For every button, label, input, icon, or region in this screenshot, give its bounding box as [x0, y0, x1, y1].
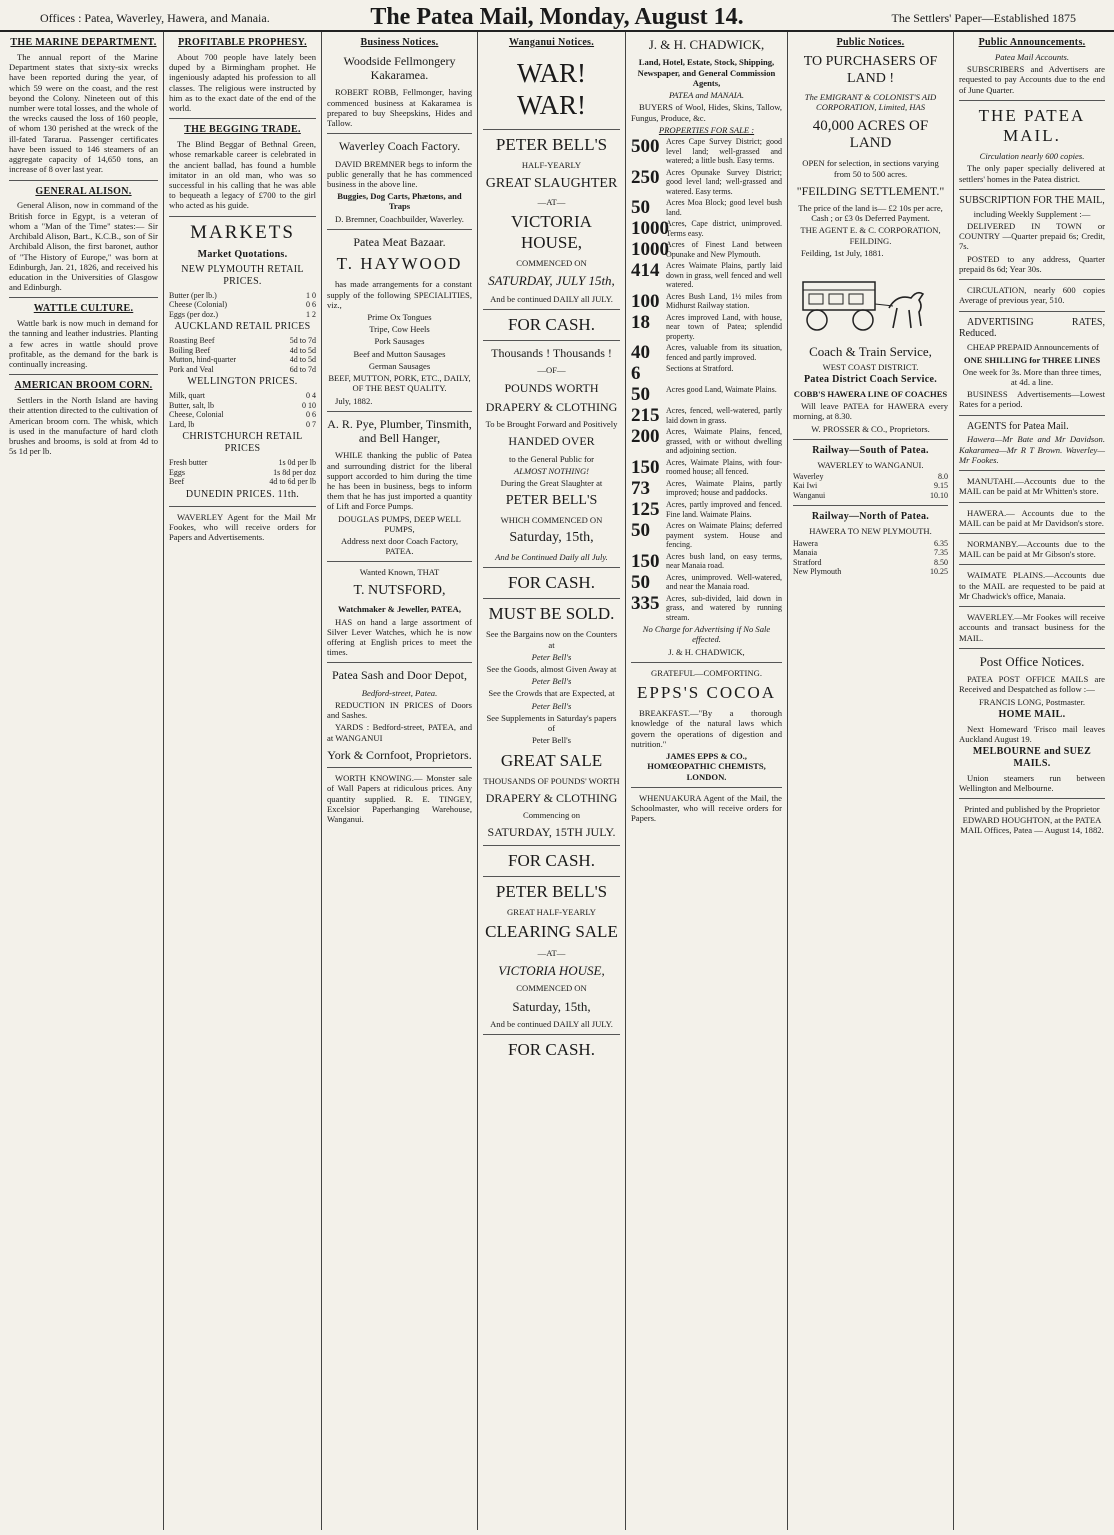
table-row: Eggs (per doz.) 1 2 — [169, 309, 316, 319]
coach-factory-text: DAVID BREMNER begs to inform the public generally that he has commenced business in the above line. — [327, 158, 472, 189]
agents-list: Hawera—Mr Bate and Mr Davidson. Kakaramea—Mr R T Brown. Waverley—Mr Fookes. — [959, 434, 1105, 465]
nutsford-name: T. NUTSFORD, — [353, 582, 446, 598]
brought-forward: To be Brought Forward and Positively — [485, 419, 618, 430]
divider — [483, 598, 620, 599]
circulation-figures: CIRCULATION, nearly 600 copies Average of previous year, 510. — [959, 285, 1105, 306]
list-item: 18 Acres improved Land, with house, near town of Patea; splendid property. — [631, 311, 782, 341]
properties-heading: PROPERTIES FOR SALE : — [658, 124, 755, 135]
railway-north-table — [793, 539, 948, 577]
list-item: 6 Sections at Stratford. — [631, 363, 734, 385]
divider — [959, 279, 1105, 280]
divider — [959, 311, 1105, 312]
divider — [9, 297, 158, 298]
purchasers-of-land: TO PURCHASERS OF LAND ! — [803, 53, 938, 86]
list-item: 40 Acres, valuable from its situation, fenced and partly improved. — [631, 342, 782, 364]
divider — [327, 411, 472, 412]
christchurch-prices-table — [169, 458, 316, 487]
thousands: Thousands ! Thousands ! — [491, 346, 612, 361]
list-item: 414 Acres Waimate Plains, partly laid down in grass, well fenced and well watered. — [631, 260, 782, 290]
commenced-on: COMMENCED ON — [516, 257, 587, 268]
peter-bell-name-3: PETER BELL'S — [495, 881, 608, 901]
meat-item: Tripe, Cow Heels — [369, 324, 430, 335]
see-goods: See the Goods, almost Given Away at — [486, 664, 617, 675]
peter-bells-1: Peter Bell's — [531, 651, 572, 662]
list-item: 200 Acres, Waimate Plains, fenced, grassed, with or without dwelling and adjoining section. — [631, 426, 782, 456]
wanganui-notices-heading: Wanganui Notices. — [508, 37, 595, 48]
column-1 — [4, 32, 164, 1530]
table-row: Cheese, Colonial 0 6 — [169, 410, 316, 420]
corporation-agent: THE AGENT E. & C. CORPORATION, FEILDING. — [800, 225, 941, 246]
suez-mail-text: Union steamers run between Wellington and Melbourne. — [959, 773, 1105, 794]
table-row: Roasting Beef 5d to 7d — [169, 336, 316, 346]
market-quotations: Market Quotations. — [197, 249, 288, 261]
mail-accounts-title: Patea Mail Accounts. — [994, 51, 1070, 62]
one-shilling: ONE SHILLING for THREE LINES — [963, 354, 1101, 365]
alison-text: General Alison, now in command of the British force in Egypt, is a veteran of whom a "Man of the Time" states:— Sir Archibald Alison, Bart., K.C.B., son of Sir Archibald Alison, the first baronet, author of "The History of Europe," was born at Edinburgh, Jan. 21, 1826, and received his education in the Universities of Glasgow and Edinburgh. — [9, 200, 158, 293]
list-item: 100 Acres Bush Land, 1½ miles from Midhurst Railway station. — [631, 290, 782, 312]
list-item: 50 Acres Moa Block; good level bush land. — [631, 197, 782, 219]
wellington-prices-table — [169, 391, 316, 429]
table-row: Mutton, hind-quarter 4d to 5d — [169, 355, 316, 365]
normanby-notice: NORMANBY.—Accounts due to the MAIL can be paid at Mr Gibson's store. — [959, 539, 1105, 560]
waverley-notice: WAVERLEY.—Mr Fookes will receive accounts and transact business for the MAIL. — [959, 612, 1105, 643]
table-row: New Plymouth 10.25 — [793, 567, 948, 577]
for-cash-3: FOR CASH. — [508, 850, 595, 870]
broom-heading: AMERICAN BROOM CORN. — [14, 380, 153, 392]
see-supplements: See Supplements in Saturday's papers of — [486, 712, 617, 734]
table-row: Boiling Beef 4d to 5d — [169, 345, 316, 355]
waverley-wanganui: WAVERLEY to WANGANUI. — [817, 459, 924, 470]
divider — [959, 415, 1105, 416]
table-row: Butter (per lb.) 1 0 — [169, 290, 316, 300]
new-plymouth-prices-table — [169, 291, 316, 320]
during-slaughter: During the Great Slaughter at — [500, 477, 603, 488]
column-5 — [626, 32, 788, 1530]
sash-depot-title: Patea Sash and Door Depot, — [332, 668, 467, 683]
prosser-signature: W. PROSSER & CO., Proprietors. — [811, 423, 930, 434]
great-sale: GREAT SALE — [500, 750, 603, 770]
for-cash-2: FOR CASH. — [508, 572, 595, 592]
cocoa-tagline: GRATEFUL—COMFORTING. — [651, 667, 762, 678]
new-plymouth-prices-heading: NEW PLYMOUTH RETAIL PRICES. — [181, 264, 304, 288]
sash-depot-yards: YARDS : Bedford-street, PATEA, and at WANGANUI — [327, 722, 472, 743]
sale-date: SATURDAY, JULY 15th, — [488, 273, 615, 289]
begging-text: The Blind Beggar of Bethnal Green, whose remarkable career is celebrated in the ancient ballad, has found a humble imitator in an old man, who was so successful in his calling that he was able to bequeath a legacy of £700 to the girl who acted as his guide. — [169, 139, 316, 211]
meat-item: Pork Sausages — [374, 336, 425, 347]
table-row: Beef 4d to 6d per lb — [169, 477, 316, 487]
circulation-note: Circulation nearly 600 copies. — [979, 151, 1085, 162]
column-2 — [164, 32, 322, 1530]
table-row: Milk, quart 0 4 — [169, 391, 316, 401]
table-row: Butter, salt, lb 0 10 — [169, 400, 316, 410]
nutsford-trade: Watchmaker & Jeweller, PATEA, — [337, 604, 462, 615]
waverley-agent-notice: WAVERLEY Agent for the Mail Mr Fookes, who will receive orders for Papers and Advertisements. — [169, 511, 316, 543]
subscription-heading: SUBSCRIPTION FOR THE MAIL, — [959, 194, 1105, 206]
week-rate: One week for 3s. More than three times, at 4d. a line. — [962, 366, 1102, 387]
auckland-prices-heading: AUCKLAND RETAIL PRICES — [174, 321, 311, 333]
list-item: 335 Acres, sub-divided, laid down in grass, and watered by running stream. — [631, 592, 782, 622]
list-item: 50 Acres, unimproved. Well-watered, and near the Manaia road. — [631, 571, 782, 593]
coach-factory-items: Buggies, Dog Carts, Phætons, and Traps — [337, 191, 462, 212]
chadwick-signature: J. & H. CHADWICK, — [668, 646, 745, 657]
column-4 — [478, 32, 626, 1530]
table-row: Wanganui 10.10 — [793, 490, 948, 500]
divider — [483, 309, 620, 310]
epps-cocoa-text: BREAKFAST.—"By a thorough knowledge of the natural laws which govern the operations of digestion and nutrition." — [631, 708, 782, 749]
home-mail-text: Next Homeward 'Frisco mail leaves Auckland August 19. — [959, 723, 1105, 744]
table-row: Kai Iwi 9.15 — [793, 481, 948, 491]
post-office-text: PATEA POST OFFICE MAILS are Received and Despatched as follow :— — [959, 674, 1105, 695]
divider — [483, 1034, 620, 1035]
list-item: 215 Acres, fenced, well-watered, partly laid down in grass. — [631, 405, 782, 427]
coach-illustration — [793, 264, 943, 336]
pye-pumps: DOUGLAS PUMPS, DEEP WELL PUMPS, — [338, 513, 461, 534]
list-item: 500 Acres Cape Survey District; good level land; well-grassed and watered; a little bush. Easy terms. — [631, 136, 782, 166]
business-adverts: BUSINESS Advertisements—Lowest Rates for a period. — [959, 389, 1105, 410]
coach-factory-signature: D. Bremner, Coachbuilder, Waverley. — [335, 213, 464, 224]
markets-heading: MARKETS — [190, 221, 295, 243]
land-price: The price of the land is— £2 10s per acre, Cash ; or £3 0s Deferred Payment. — [798, 203, 943, 224]
war-headline: WAR! WAR! — [517, 57, 586, 121]
victoria-house: VICTORIA HOUSE, — [511, 212, 592, 252]
meat-bazaar-date: July, 1882. — [335, 395, 373, 406]
divider — [959, 533, 1105, 534]
broom-text: Settlers in the North Island are having their attention directed to the cultivation of American broom corn. The whisk, which is used in the manufacture of hard cloth brushes and brooms, is sold at from 4d to 5s 1d per lb. — [9, 395, 158, 457]
half-yearly: HALF-YEARLY — [521, 160, 582, 171]
almost-nothing: ALMOST NOTHING! — [513, 465, 590, 476]
table-row: Eggs 1s 8d per doz — [169, 467, 316, 477]
saturday-15th-july: SATURDAY, 15TH JULY. — [487, 825, 616, 840]
manutahi-notice: MANUTAHI.—Accounts due to the MAIL can be paid at Mr Whitten's store. — [959, 476, 1105, 497]
list-item: 73 Acres, Waimate Plains, partly improved; house and paddocks. — [631, 477, 782, 499]
list-item: 1000 Acres, Cape district, unimproved. Terms easy. — [631, 218, 782, 240]
great-slaughter: GREAT SLAUGHTER — [485, 175, 618, 191]
business-notices-heading: Business Notices. — [360, 37, 439, 48]
column-6 — [788, 32, 954, 1530]
suez-mail-heading: MELBOURNE and SUEZ MAILS. — [972, 746, 1092, 770]
drapery-clothing-2: DRAPERY & CLOTHING — [485, 790, 618, 805]
divider — [169, 506, 316, 507]
whenuakura-agent: WHENUAKURA Agent of the Mail, the Schoolmaster, who will receive orders for Papers. — [631, 792, 782, 824]
divider — [169, 118, 316, 119]
cheap-prepaid: CHEAP PREPAID Announcements of — [967, 342, 1099, 353]
which-commenced: WHICH COMMENCED ON — [500, 514, 603, 525]
home-mail-heading: HOME MAIL. — [998, 708, 1066, 720]
sash-depot-sub: Bedford-street, Patea. — [361, 687, 438, 698]
divider — [327, 229, 472, 230]
wallpaper-notice: WORTH KNOWING.— Monster sale of Wall Papers at ridiculous prices. Any quantity supplied. R. E. TINGEY, Excelsior Paperhanging Warehouse, Wanganui. — [327, 773, 472, 824]
divider — [169, 216, 316, 217]
feilding-date: Feilding, 1st July, 1881. — [801, 247, 884, 258]
meat-bazaar-title: Patea Meat Bazaar. — [353, 234, 446, 249]
sash-depot-text: REDUCTION IN PRICES of Doors and Sashes. — [327, 699, 472, 721]
mail-accounts-text: SUBSCRIBERS and Advertisers are requested to pay Accounts due to the end of June Quarter. — [959, 64, 1105, 95]
agents-heading: AGENTS for Patea Mail. — [967, 420, 1069, 432]
thousands-of-pounds: THOUSANDS OF POUNDS' WORTH — [483, 775, 620, 786]
meat-item: Prime Ox Tongues — [367, 312, 432, 323]
open-for-selection: OPEN for selection, in sections varying from 50 to 500 acres. — [802, 158, 939, 179]
alison-heading: GENERAL ALISON. — [35, 185, 132, 197]
commenced-on-2: COMMENCED ON — [516, 983, 587, 994]
nutsford-wanted: Wanted Known, THAT — [359, 567, 440, 578]
meat-bazaar-text: has made arrangements for a constant supply of the following SPECIALITIES, viz., — [327, 279, 472, 310]
saturday-15th-2: Saturday, 15th, — [512, 998, 591, 1014]
general-public: to the General Public for — [509, 453, 594, 464]
divider — [9, 180, 158, 181]
public-notices-heading: Public Notices. — [836, 37, 905, 48]
table-row: Lard, lb 0 7 — [169, 419, 316, 429]
fellmongery-title: Woodside Fellmongery Kakaramea. — [343, 53, 456, 83]
victoria-house-2: VICTORIA HOUSE, — [498, 962, 605, 978]
divider — [327, 561, 472, 562]
emigrant-corporation: The EMIGRANT & COLONIST'S AID CORPORATION, Limited, HAS — [804, 92, 937, 113]
list-item: 250 Acres Opunake Survey District; good level land; well-grassed and watered. Easy terms. — [631, 166, 782, 196]
chadwick-firm: J. & H. CHADWICK, — [648, 37, 765, 52]
for-cash: FOR CASH. — [508, 314, 595, 334]
peter-bells-4: Peter Bell's — [531, 735, 572, 746]
hawera-new-plymouth: HAWERA TO NEW PLYMOUTH. — [809, 526, 932, 537]
table-row: Waverley 8.0 — [793, 471, 948, 481]
pye-text: WHILE thanking the public of Patea and surrounding district for the liberal support accorded to him during the time he has been in business, begs to inform them that he has just imported a quantity of Lift and Force Pumps. — [327, 450, 472, 512]
great-half-yearly: GREAT HALF-YEARLY — [507, 907, 596, 918]
hawera-notice: HAWERA.— Accounts due to the MAIL can be paid at Mr Davidson's store. — [959, 507, 1105, 528]
meat-bazaar-tail: BEEF, MUTTON, PORK, ETC., DAILY, OF THE BEST QUALITY. — [328, 373, 471, 394]
chadwick-places: PATEA and MANAIA. — [668, 90, 745, 101]
list-item: 125 Acres, partly improved and fenced. Fine land. Waimate Plains. — [631, 498, 782, 520]
fellmongery-text: ROBERT ROBB, Fellmonger, having commenced business at Kakaramea is prepared to buy Sheepskins, Hides and Tallow. — [327, 87, 472, 129]
divider — [959, 648, 1105, 649]
divider — [959, 100, 1105, 101]
imprint: Printed and published by the Proprietor EDWARD HOUGHTON, at the PATEA MAIL Offices, Patea — August 14, 1882. — [960, 804, 1104, 835]
postmaster-signature: FRANCIS LONG, Postmaster. — [979, 696, 1085, 707]
divider — [327, 133, 472, 134]
dunedin-prices-heading: DUNEDIN PRICES. 11th. — [185, 488, 300, 500]
sash-depot-signature: York & Cornfoot, Proprietors. — [327, 747, 472, 762]
feilding-settlement: "FEILDING SETTLEMENT." — [796, 183, 945, 198]
list-item: 50 Acres on Waimate Plains; deferred payment system. House and fencing. — [631, 520, 782, 550]
peter-bells-2: Peter Bell's — [531, 676, 572, 687]
cobb-hawera-line: COBB'S HAWERA LINE OF COACHES — [793, 388, 948, 399]
divider — [959, 564, 1105, 565]
marine-text: The annual report of the Marine Department states that sixty-six wrecks have been reported during the year, of which 59 were on the coast, and the rest beyond the Colony. Nineteen out of this number were total losses, and the whole of the wrecks caused the loss of 160 people, of whom 130 perished at the wreck of the ill-fated Tararua. Passenger certificates have been issued to 146 steamers of an aggregate capacity of 14,650 tons, an increase of 8 over last year. — [9, 51, 158, 175]
west-coast-district: WEST COAST DISTRICT. — [822, 361, 919, 372]
cobb-text: Will leave PATEA for HAWERA every morning, at 8.30. — [793, 401, 948, 422]
waimate-notice: WAIMATE PLAINS.—Accounts due to the MAIL are requested to be paid at Mr Chadwick's office, Manaia. — [959, 570, 1105, 601]
see-crowds: See the Crowds that are Expected, at — [488, 688, 615, 699]
list-item: 50 Acres good Land, Waimate Plains. — [631, 384, 777, 406]
table-row: Cheese (Colonial) 0 6 — [169, 300, 316, 310]
christchurch-prices-heading: CHRISTCHURCH RETAIL PRICES — [182, 431, 303, 455]
prophecy-text: About 700 people have lately been duped by a Birmingham prophet. He ingeniously adapted his profession to all classes. The religious were instructed by him as to the exact date of the end of the world. — [169, 51, 316, 113]
posted-rate: POSTED to any address, Quarter prepaid 8s 6d; Year 30s. — [959, 253, 1105, 274]
property-list — [631, 137, 782, 622]
table-row: Pork and Veal 6d to 7d — [169, 364, 316, 374]
list-item: 150 Acres, Waimate Plains, with four-roomed house; all fenced. — [631, 456, 782, 478]
saturday-15th: Saturday, 15th, — [509, 530, 594, 546]
divider — [631, 787, 782, 788]
circulation-text: The only paper specially delivered at settlers' homes in the Patea district. — [959, 163, 1105, 184]
newspaper-title: The Patea Mail, Monday, August 14. — [370, 4, 744, 30]
divider — [483, 129, 620, 130]
railway-south-table — [793, 472, 948, 501]
at-label-2: —AT— — [537, 947, 566, 958]
divider — [959, 798, 1105, 799]
epps-cocoa-title: EPPS'S COCOA — [636, 683, 777, 703]
meat-item: Beef and Mutton Sausages — [353, 348, 446, 359]
patea-mail-nameplate: THE PATEA MAIL. — [978, 105, 1086, 145]
public-announcements-heading: Public Announcements. — [978, 37, 1086, 48]
drapery-clothing: DRAPERY & CLOTHING — [485, 399, 618, 414]
divider — [959, 470, 1105, 471]
divider — [793, 505, 948, 506]
divider — [483, 845, 620, 846]
handed-over: HANDED OVER — [508, 434, 595, 449]
meat-item: German Sausages — [368, 360, 431, 371]
clearing-sale: CLEARING SALE — [485, 922, 618, 942]
divider — [327, 662, 472, 663]
prophecy-heading: PROFITABLE PROPHESY. — [178, 37, 307, 48]
chadwick-description: Land, Hotel, Estate, Stock, Shipping, Newspaper, and General Commission Agents, — [637, 57, 776, 88]
advertising-rates: ADVERTISING RATES, Reduced. — [959, 316, 1105, 340]
list-item: 1000 Acres of Finest Land between Opunake and New Plymouth. — [631, 239, 782, 261]
patea-coach-service: Patea District Coach Service. — [803, 374, 938, 386]
delivered-rate: DELIVERED IN TOWN or COUNTRY —Quarter prepaid 6s; Credit, 7s. — [959, 220, 1105, 252]
marine-heading: THE MARINE DEPARTMENT. — [10, 37, 157, 48]
chadwick-buyers: BUYERS of Wool, Hides, Skins, Tallow, Fungus, Produce, &c. — [631, 102, 782, 123]
epps-chemists: JAMES EPPS & CO., HOMŒOPATHIC CHEMISTS, LONDON. — [647, 751, 766, 782]
divider — [959, 606, 1105, 607]
for-cash-4: FOR CASH. — [508, 1040, 595, 1060]
divider — [483, 340, 620, 341]
must-be-sold: MUST BE SOLD. — [488, 604, 615, 624]
continued-daily: And be continued DAILY all JULY. — [490, 293, 613, 304]
continued-daily-3: And be continued DAILY all JULY. — [490, 1018, 613, 1029]
peter-bells-3: Peter Bell's — [531, 700, 572, 711]
divider — [793, 439, 948, 440]
divider — [959, 502, 1105, 503]
table-row: Fresh butter 1s 0d per lb — [169, 458, 316, 468]
list-item: 150 Acres bush land, on easy terms, near Manaia road. — [631, 550, 782, 572]
wattle-text: Wattle bark is now much in demand for the tanning and leather industries. Planting a few acres in wattle should prove profitable, as the demand for the bark is continually increasing. — [9, 318, 158, 370]
nutsford-text: HAS on hand a large assortment of Silver Lever Watches, which he is now offering at English prices to meet the times. — [327, 616, 472, 658]
tagline: The Settlers' Paper—Established 1875 — [891, 11, 1076, 25]
auckland-prices-table — [169, 336, 316, 374]
no-charge-notice: No Charge for Advertising if No Sale effected. — [642, 624, 771, 645]
wattle-heading: WATTLE CULTURE. — [33, 303, 134, 315]
railway-south-heading: Railway—South of Patea. — [812, 444, 929, 456]
begging-heading: THE BEGGING TRADE. — [184, 124, 301, 136]
divider — [483, 876, 620, 877]
see-bargains: See the Bargains now on the Counters at — [485, 629, 618, 650]
masthead — [0, 0, 1114, 32]
divider — [959, 189, 1105, 190]
subscription-sub: including Weekly Supplement :— — [973, 208, 1091, 219]
at-label: —AT— — [537, 197, 566, 208]
coach-train-service: Coach & Train Service, — [809, 344, 932, 360]
pye-address: Address next door Coach Factory, PATEA. — [340, 536, 459, 557]
column-7 — [954, 32, 1110, 1530]
wellington-prices-heading: WELLINGTON PRICES. — [187, 376, 298, 388]
column-3 — [322, 32, 478, 1530]
offices-line: Offices : Patea, Waverley, Hawera, and Manaia. — [40, 11, 270, 25]
pye-title: A. R. Pye, Plumber, Tinsmith, and Bell Hanger, — [327, 416, 472, 446]
of-label: —OF— — [537, 365, 566, 376]
coach-factory-title: Waverley Coach Factory. — [338, 139, 461, 154]
table-row: Stratford 8.50 — [793, 557, 948, 567]
peter-bell-name-2: PETER BELL'S — [505, 493, 598, 509]
continued-daily-2: And be Continued Daily all July. — [495, 551, 608, 562]
table-row: Manaia 7.35 — [793, 548, 948, 558]
forty-thousand-acres: 40,000 ACRES OF LAND — [812, 117, 929, 152]
divider — [327, 767, 472, 768]
pounds-worth: POUNDS WORTH — [504, 380, 599, 395]
divider — [9, 374, 158, 375]
divider — [483, 567, 620, 568]
post-office-heading: Post Office Notices. — [979, 653, 1085, 669]
table-row: Hawera 6.35 — [793, 538, 948, 548]
railway-north-heading: Railway—North of Patea. — [811, 511, 930, 523]
page-columns — [0, 32, 1114, 1530]
haywood-name: T. HAYWOOD — [336, 254, 463, 274]
commencing-on: Commencing on — [522, 810, 581, 821]
divider — [631, 662, 782, 663]
peter-bell-name: PETER BELL'S — [495, 135, 608, 155]
